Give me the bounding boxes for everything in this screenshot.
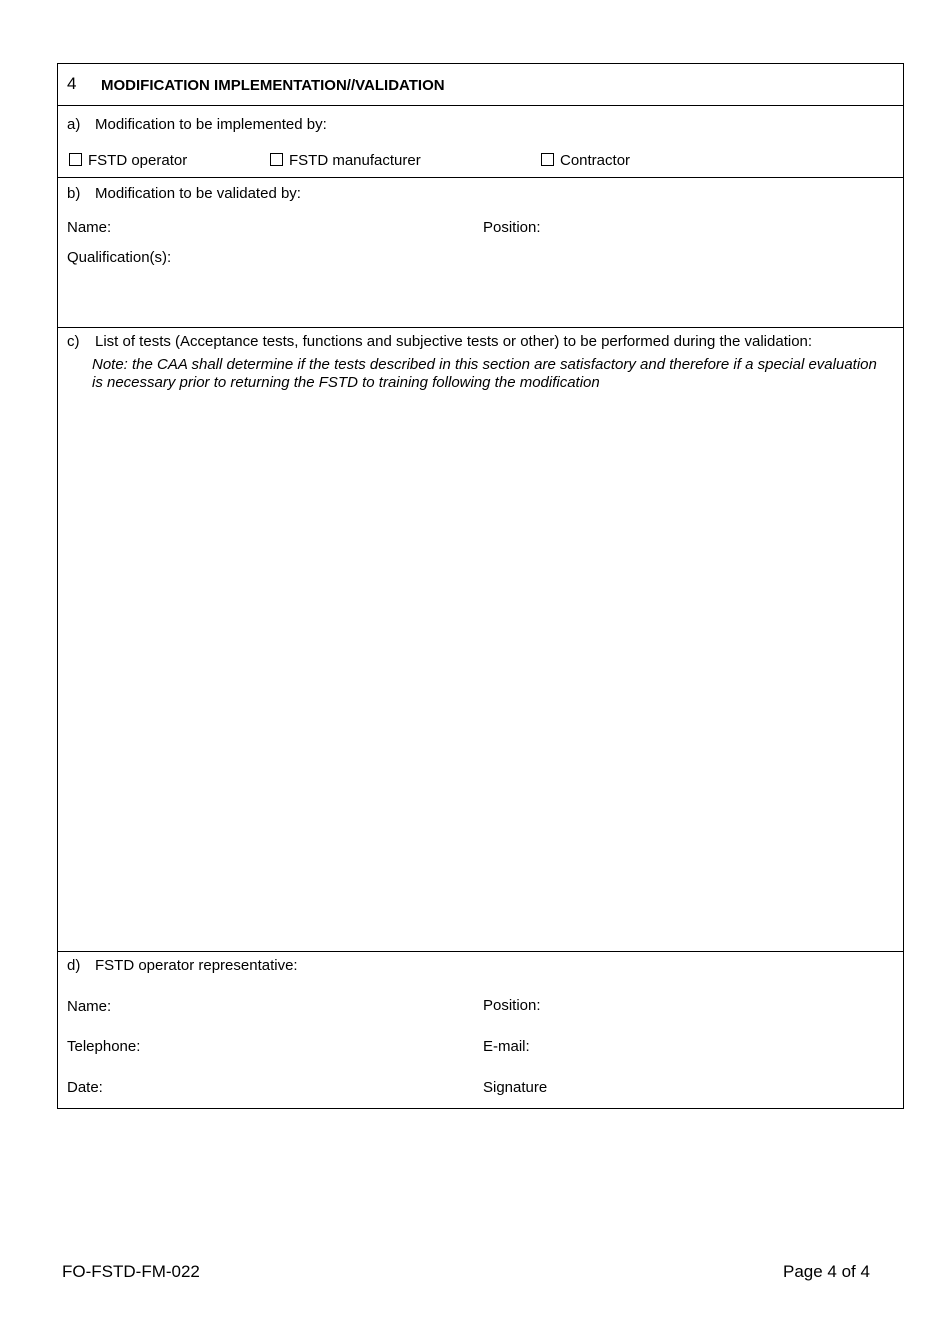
section-a (58, 106, 903, 178)
contractor-checkbox[interactable] (541, 153, 554, 166)
section-b (58, 178, 903, 328)
section-number: 4 (67, 74, 77, 93)
section-c-marker: c) (67, 333, 80, 350)
option-contractor[interactable] (541, 152, 630, 170)
footer-form-id: FO-FSTD-FM-022 (62, 1262, 200, 1281)
representative-telephone-label: Telephone: (67, 1038, 141, 1055)
validator-position-label: Position: (483, 219, 541, 236)
option-fstd-operator[interactable] (69, 152, 187, 170)
option-label: FSTD manufacturer (289, 152, 421, 169)
section-a-label: Modification to be implemented by: (95, 116, 327, 133)
section-b-marker: b) (67, 185, 81, 202)
section-c (58, 328, 903, 952)
option-fstd-manufacturer[interactable] (270, 152, 421, 170)
option-label: FSTD operator (88, 152, 188, 169)
footer-page-number: Page 4 of 4 (783, 1262, 870, 1281)
fstd-manufacturer-checkbox[interactable] (270, 153, 283, 166)
section-c-label: List of tests (Acceptance tests, functions and subjective tests or other) to be performed during the validation: (95, 333, 813, 350)
section-title: MODIFICATION IMPLEMENTATION//VALIDATION (101, 77, 445, 94)
modification-form (57, 63, 904, 1109)
section-d (58, 952, 903, 1108)
representative-email-label: E-mail: (483, 1038, 530, 1055)
validator-name-label: Name: (67, 219, 112, 236)
section-b-label: Modification to be validated by: (95, 185, 301, 202)
validator-qualification-label: Qualification(s): (67, 249, 172, 266)
section-d-marker: d) (67, 957, 81, 974)
representative-position-label: Position: (483, 997, 541, 1014)
section-a-marker: a) (67, 116, 81, 133)
section-c-note: Note: the CAA shall determine if the tests described in this section are satisfactory and therefore if a special evaluation is necessary prior to returning the FSTD to training following the modification (92, 356, 877, 391)
section-d-label: FSTD operator representative: (95, 957, 298, 974)
representative-date-label: Date: (67, 1079, 103, 1096)
option-label: Contractor (560, 152, 631, 169)
section-4-header (58, 64, 903, 106)
fstd-operator-checkbox[interactable] (69, 153, 82, 166)
representative-name-label: Name: (67, 998, 112, 1015)
representative-signature-label: Signature (483, 1079, 548, 1096)
